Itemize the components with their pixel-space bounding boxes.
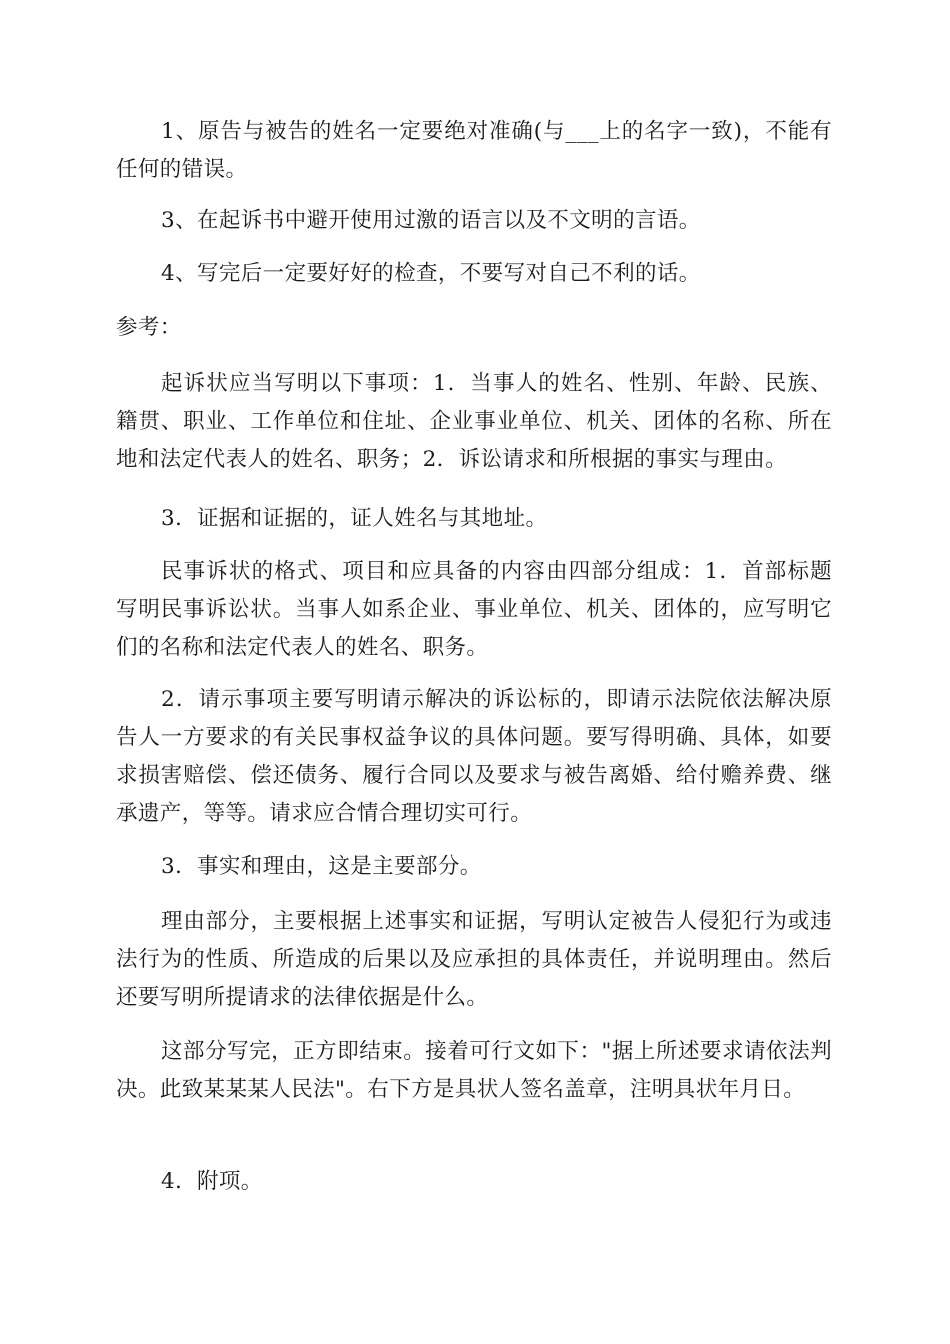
paragraph-reason-part: 理由部分，主要根据上述事实和证据，写明认定被告人侵犯行为或违法行为的性质、所造成的后果以及应承担的具体责任，并说明理由。然后还要写明所提请求的法律依据是什么。 [116,909,832,1010]
paragraph-closing: 这部分写完，正方即结束。接着可行文如下："据上所述要求请依法判决。此致某某某人民法"。右下方是具状人签名盖章，注明具状年月日。 [116,1039,832,1102]
paragraph-format-parts: 民事诉状的格式、项目和应具备的内容由四部分组成：1．首部标题写明民事诉讼状。当事人如系企业、事业单位、机关、团体的，应写明它们的名称和法定代表人的姓名、职务。 [116,559,832,660]
paragraph-evidence: 3．证据和证据的，证人姓名与其地址。 [161,506,548,531]
paragraph-complaint-items: 起诉状应当写明以下事项：1．当事人的姓名、性别、年龄、民族、籍贯、职业、工作单位和住址、企业事业单位、机关、团体的名称、所在地和法定代表人的姓名、职务；2．诉讼请求和所根据的事实与理由。 [116,371,832,472]
paragraph-name-accuracy: 1、原告与被告的姓名一定要绝对准确(与___上的名字一致)，不能有任何的错误。 [116,119,832,182]
paragraph-avoid-language: 3、在起诉书中避开使用过激的语言以及不文明的言语。 [161,208,701,233]
paragraph-attachments: 4．附项。 [161,1169,263,1194]
paragraph-reference-heading: 参考： [116,315,182,340]
paragraph-check-after: 4、写完后一定要好好的检查，不要写对自己不利的话。 [161,261,701,286]
paragraph-facts-reasons: 3．事实和理由，这是主要部分。 [161,854,482,879]
paragraph-request-items: 2．请示事项主要写明请示解决的诉讼标的，即请示法院依法解决原告人一方要求的有关民事权益争议的具体问题。要写得明确、具体，如要求损害赔偿、偿还债务、履行合同以及要求与被告离婚、给付赡养费、继承遗产，等等。请求应合情合理切实可行。 [116,687,832,826]
